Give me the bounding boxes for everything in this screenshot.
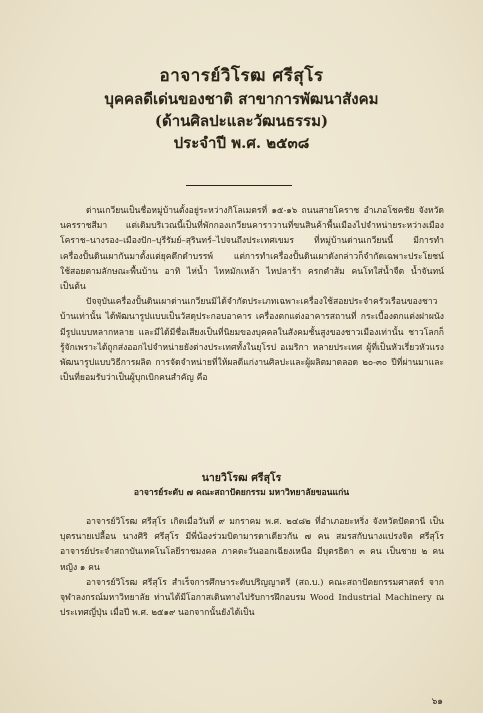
intro-paragraph-1: ด่านเกวียนเป็นชื่อหมู่บ้านตั้งอยู่ระหว่างกิโลเมตรที่ ๑๕-๑๖ ถนนสายโคราช อำเภอโชคชัย จังหวัดนครราชสีมา แต่เดิมบริเวณนี้เป็นที่พักกองเกวียนคาราวานที่ขนสินค้าพื้นเมืองไปจำหน่ายระหว่างเมืองโคราช–นางรอง–เมืองปัก–บุรีรัมย์–สุรินทร์–ไปจนถึงประเทศเขมร ที่หมู่บ้านด่านเกวียนนี้ มีการทำเครื่องปั้นดินเผากันมาตั้งแต่ยุคดึกดำบรรพ์ แต่การทำเครื่องปั้นดินเผาดังกล่าวก็จำกัดเฉพาะประโยชน์ใช้สอยตามลักษณะพื้นบ้าน อาทิ ไห่น้ำ ไหหมักเหล้า ไหปลาร้า ครกตำส้ม คนโทใส่น้ำจืด น้ำจันทน์ เป็นต้น xyxy=(60,206,444,293)
section-subheading: อาจารย์ระดับ ๗ คณะสถาปัตยกรรม มหาวิทยาลัยขอนแก่น xyxy=(133,488,350,498)
bio-text xyxy=(60,515,444,621)
intro-text xyxy=(60,204,444,386)
bio-paragraph-1: อาจารย์วิโรฒ ศรีสุโร เกิดเมื่อวันที่ ๙ มกราคม พ.ศ. ๒๔๘๒ ที่อำเภอยะหริ่ง จังหวัดปัตตานี เป็นบุตรนายเปลื้อน นางศิริ ศรีสุโร มีพี่น้องร่วมบิดามารดาเดียวกัน ๗ คน สมรสกับนางแปรงจิต ศรีสุโร อาจารย์ประจำสถาบันเทคโนโลยีราชมงคล ภาคตะวันออกเฉียงเหนือ มีบุตรธิดา ๓ คน เป็นชาย ๒ คน หญิง ๑ คน xyxy=(60,517,444,573)
bio-paragraph-2: อาจารย์วิโรฒ ศรีสุโร สำเร็จการศึกษาระดับปริญญาตรี (สถ.บ.) คณะสถาปัตยกรรมศาสตร์ จากจุฬาลงกรณ์มหาวิทยาลัย ท่านได้มีโอกาสเดินทางไปรับการฝึกอบรม Wood Industrial Machinery ณ ประเทศญี่ปุ่น เมื่อปี พ.ศ. ๒๕๑๙ นอกจากนั้นยังได้เป็น xyxy=(60,577,444,619)
title-line-3: (ด้านศิลปะและวัฒนธรรม) xyxy=(154,112,329,130)
title-line-2: บุคคลดีเด่นของชาติ สาขาการพัฒนาสังคม xyxy=(104,90,379,108)
title-block xyxy=(0,64,483,154)
title-name: อาจารย์วิโรฒ ศรีสุโร xyxy=(159,66,324,86)
intro-paragraph-2: ปัจจุบันเครื่องปั้นดินเผาด่านเกวียนมิได้จำกัดประเภทเฉพาะเครื่องใช้สอยประจำครัวเรือนของชาวบ้านเท่านั้น ได้พัฒนารูปแบบเป็นวัสดุประกอบอาคาร เครื่องตกแต่งอาคารสถานที่ กระเบื้องตกแต่งฝาผนัง มีรูปแบบหลากหลาย และมีได้มีชื่อเสียงเป็นที่นิยมของบุคคลในสังคมชั้นสูงของชาวเมืองเท่านั้น ชาวโลกก็รู้จักเพราะได้ถูกส่งออกไปจำหน่ายยังต่างประเทศทั้งในยุโรป อเมริกา หลายประเทศ ผู้ที่เป็นหัวเรี่ยวหัวแรงพัฒนารูปแบบวิธีการผลิต การจัดจำหน่ายที่ให้ผลดีแก่งานศิลปะและผู้ผลิตมาตลอด ๒๐-๓๐ ปีที่ผ่านมาและเป็นที่ยอมรับว่าเป็นผู้บุกเบิกคนสำคัญ คือ xyxy=(60,297,444,384)
title-line-4: ประจำปี พ.ศ. ๒๕๓๘ xyxy=(173,134,310,152)
title-divider xyxy=(186,185,292,186)
page-number: ๖๑ xyxy=(431,697,443,707)
section-heading: นายวิโรฒ ศรีสุโร xyxy=(201,472,282,484)
